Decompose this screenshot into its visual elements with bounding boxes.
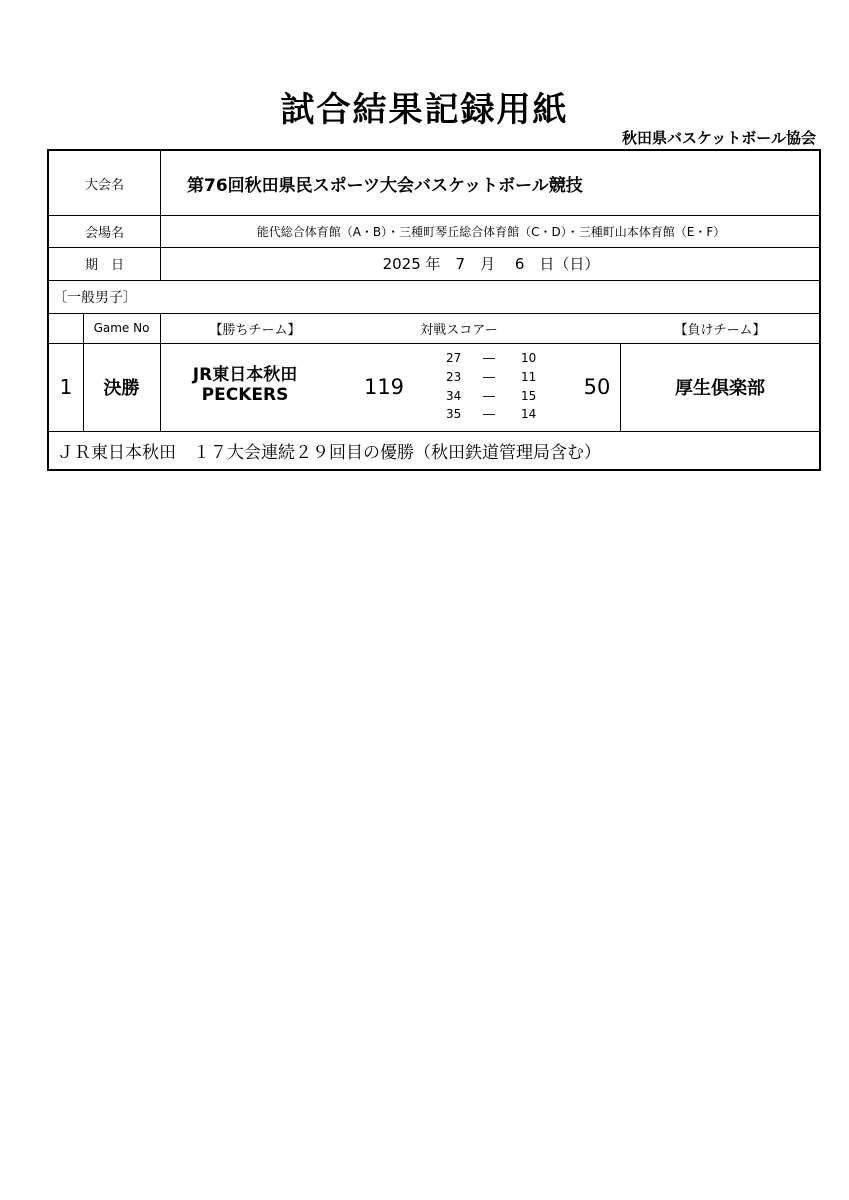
quarter-1-winner: 27: [446, 351, 462, 365]
winner-team-name: JR東日本秋田: [192, 365, 298, 385]
quarter-2-loser: 11: [521, 370, 537, 384]
winner-team-subname: PECKERS: [201, 385, 289, 405]
venue-name: 能代総合体育館（A・B）・三種町琴丘総合体育館（C・D）・三種町山本体育館（E・F）: [256, 224, 726, 239]
game-date: 2025 年 7 月 6 日（日）: [382, 255, 600, 273]
category-label: 〔一般男子〕: [53, 289, 137, 306]
tournament-name: 第76回秋田県民スポーツ大会バスケットボール競技: [187, 175, 583, 196]
loser-team: 厚生倶楽部: [675, 378, 765, 399]
organization-name: 秋田県バスケットボール協会: [622, 129, 816, 147]
quarter-3-dash: ―: [483, 389, 495, 403]
quarter-4-winner: 35: [446, 407, 462, 421]
quarter-4-dash: ―: [483, 407, 495, 421]
winner-total-score: 119: [363, 375, 405, 399]
quarter-4-loser: 14: [521, 407, 537, 421]
loser-header: 【負けチーム】: [674, 322, 766, 338]
score-header: 対戦スコアー: [420, 322, 498, 338]
game-round: 決勝: [103, 378, 140, 399]
quarter-2-dash: ―: [483, 370, 495, 384]
quarter-2-winner: 23: [446, 370, 462, 384]
page-title: 試合結果記録用紙: [280, 90, 569, 130]
loser-total-score: 50: [583, 375, 611, 399]
game-no-header: Game No: [93, 321, 150, 335]
quarter-3-winner: 34: [446, 389, 462, 403]
venue-label: 会場名: [84, 225, 124, 241]
winner-team: [160, 357, 330, 413]
quarter-1-loser: 10: [521, 351, 537, 365]
quarter-1-dash: ―: [483, 351, 495, 365]
game-number: 1: [59, 375, 73, 399]
result-sheet: [47, 149, 821, 471]
tournament-label: 大会名: [84, 177, 124, 193]
winner-header: 【勝ちチーム】: [209, 322, 301, 338]
result-note: ＪＲ東日本秋田 １７大会連続２９回目の優勝（秋田鉄道管理局含む）: [57, 442, 601, 463]
quarter-3-loser: 15: [521, 389, 537, 403]
date-label: 期 日: [84, 258, 124, 273]
